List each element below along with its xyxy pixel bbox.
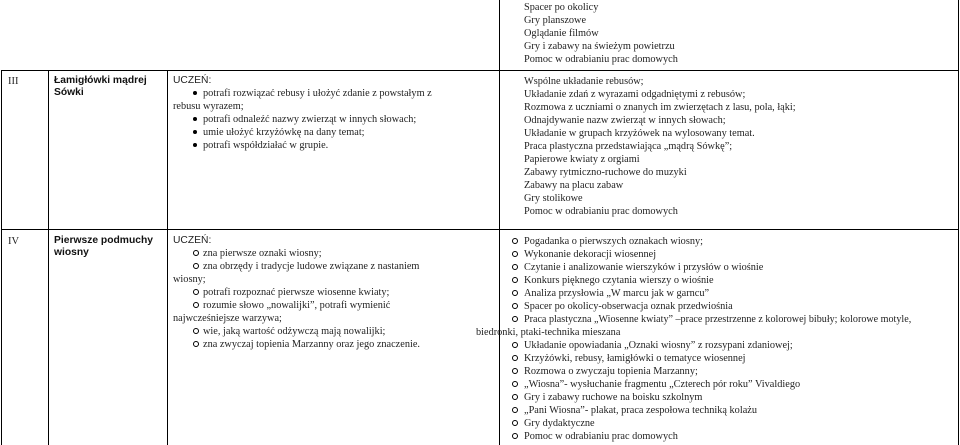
bullet-circle-icon — [512, 355, 518, 361]
list-item: Praca plastyczna przedstawiająca „mądrą Sówkę”; — [524, 141, 733, 152]
bullet-dot-icon — [193, 143, 197, 147]
list-item: biedronki, ptaki-technika mieszana — [476, 327, 621, 338]
col-line-2 — [167, 70, 168, 445]
list-item: Układanie zdań z wyrazami odgadniętymi z rebusów; — [524, 89, 746, 100]
list-item: Wspólne układanie rebusów; — [524, 76, 644, 87]
activities-cell — [476, 235, 958, 443]
list-item: Zabawy na placu zabaw — [524, 180, 624, 191]
list-item: Papierowe kwiaty z orgiami — [524, 154, 640, 165]
bullet-circle-icon — [512, 238, 518, 244]
bullet-circle-icon — [512, 381, 518, 387]
list-item: zna pierwsze oznaki wiosny; — [173, 247, 497, 260]
bullet-circle-icon — [512, 394, 518, 400]
bullet-circle-icon — [193, 289, 199, 295]
list-item: Rozmowa o zwyczaju topienia Marzanny; — [500, 365, 958, 378]
bullet-circle-icon — [512, 407, 518, 413]
list-item: Analiza przysłowia „W marcu jak w garncu” — [500, 287, 958, 300]
list-item: rebusu wyrazem; — [173, 101, 244, 112]
activities-cell — [500, 75, 956, 218]
bullet-circle-icon — [512, 277, 518, 283]
list-item: wiosny; — [173, 274, 206, 285]
list-item: Gry planszowe — [524, 15, 587, 26]
bullet-dot-icon — [193, 91, 197, 95]
list-item: Pogadanka o pierwszych oznakach wiosny; — [500, 235, 958, 248]
list-item: Oglądanie filmów — [524, 28, 599, 39]
bullet-circle-icon — [193, 250, 199, 256]
list-item: Zabawy rytmiczno-ruchowe do muzyki — [524, 167, 687, 178]
list-item: Gry i zabawy na świeżym powietrzu — [524, 41, 675, 52]
bullet-circle-icon — [512, 303, 518, 309]
bullet-circle-icon — [193, 302, 199, 308]
col-line-4 — [958, 0, 959, 445]
list-item: Gry i zabawy ruchowe na boisku szkolnym — [500, 391, 958, 404]
activities-cell-top — [500, 1, 956, 66]
list-item: Czytanie i analizowanie wierszyków i przysłów o wiośnie — [500, 261, 958, 274]
list-item: Gry stolikowe — [524, 193, 583, 204]
list-item: zna zwyczaj topienia Marzanny oraz jego znaczenie. — [173, 338, 497, 351]
list-item: wie, jaką wartość odżywczą mają nowalijki; — [173, 325, 497, 338]
bullet-circle-icon — [193, 341, 199, 347]
bullet-circle-icon — [512, 368, 518, 374]
student-label: UCZEŃ: — [173, 75, 212, 86]
table-row-divider — [1, 229, 959, 230]
row-topic: Pierwsze podmuchy wiosny — [54, 235, 153, 258]
table-top-line — [1, 70, 959, 71]
row-number: IV — [8, 236, 20, 247]
list-item: rozumie słowo „nowalijki”, potrafi wymienić — [173, 299, 497, 312]
list-item: najwcześniejsze warzywa; — [173, 313, 282, 324]
bullet-circle-icon — [193, 263, 199, 269]
list-item: Rozmowa z uczniami o znanych im zwierzętach z lasu, pola, łąki; — [524, 102, 796, 113]
bullet-circle-icon — [512, 433, 518, 439]
list-item: Gry dydaktyczne — [500, 417, 958, 430]
bullet-circle-icon — [512, 342, 518, 348]
list-item: Wykonanie dekoracji wiosennej — [500, 248, 958, 261]
list-item: Krzyżówki, rebusy, łamigłówki o tematyce wiosennej — [500, 352, 958, 365]
bullet-circle-icon — [512, 264, 518, 270]
list-item: „Wiosna”- wysłuchanie fragmentu „Czterech pór roku” Vivaldiego — [500, 378, 958, 391]
bullet-circle-icon — [512, 290, 518, 296]
row-topic: Łamigłówki mądrej Sówki — [54, 75, 147, 98]
row-number: III — [8, 76, 19, 87]
list-item: potrafi rozpoznać pierwsze wiosenne kwiaty; — [173, 286, 497, 299]
list-item: potrafi odnaleźć nazwy zwierząt w innych słowach; — [173, 113, 497, 126]
student-label: UCZEŃ: — [173, 235, 212, 246]
list-item: umie ułożyć krzyżówkę na dany temat; — [173, 126, 497, 139]
list-item: potrafi współdziałać w grupie. — [173, 139, 497, 152]
list-item: Układanie w grupach krzyżówek na wylosowany temat. — [524, 128, 755, 139]
bullet-dot-icon — [193, 117, 197, 121]
list-item: Układanie opowiadania „Oznaki wiosny” z rozsypani zdaniowej; — [500, 339, 958, 352]
goals-cell — [173, 74, 497, 152]
list-item: Pomoc w odrabianiu prac domowych — [524, 206, 678, 217]
list-item: zna obrzędy i tradycje ludowe związane z nastaniem — [173, 260, 497, 273]
list-item: potrafi rozwiązać rebusy i ułożyć zdanie z powstałym z — [173, 87, 497, 100]
list-item: Odnajdywanie nazw zwierząt w innych słowach; — [524, 115, 726, 126]
list-item: Pomoc w odrabianiu prac domowych — [500, 430, 958, 443]
bullet-dot-icon — [193, 130, 197, 134]
col-line-1 — [48, 70, 49, 445]
list-item: Spacer po okolicy — [524, 2, 599, 13]
bullet-circle-icon — [193, 328, 199, 334]
goals-cell — [173, 234, 497, 351]
list-item: Spacer po okolicy-obserwacja oznak przedwiośnia — [500, 300, 958, 313]
list-item: „Pani Wiosna”- plakat, praca zespołowa techniką kolażu — [500, 404, 958, 417]
col-line-0 — [1, 70, 2, 445]
bullet-circle-icon — [512, 316, 518, 322]
list-item: Praca plastyczna „Wiosenne kwiaty” –prace przestrzenne z kolorowej bibuły; kolorowe motyle, — [500, 313, 958, 326]
list-item: Konkurs pięknego czytania wierszy o wiośnie — [500, 274, 958, 287]
bullet-circle-icon — [512, 420, 518, 426]
bullet-circle-icon — [512, 251, 518, 257]
list-item: Pomoc w odrabianiu prac domowych — [524, 54, 678, 65]
